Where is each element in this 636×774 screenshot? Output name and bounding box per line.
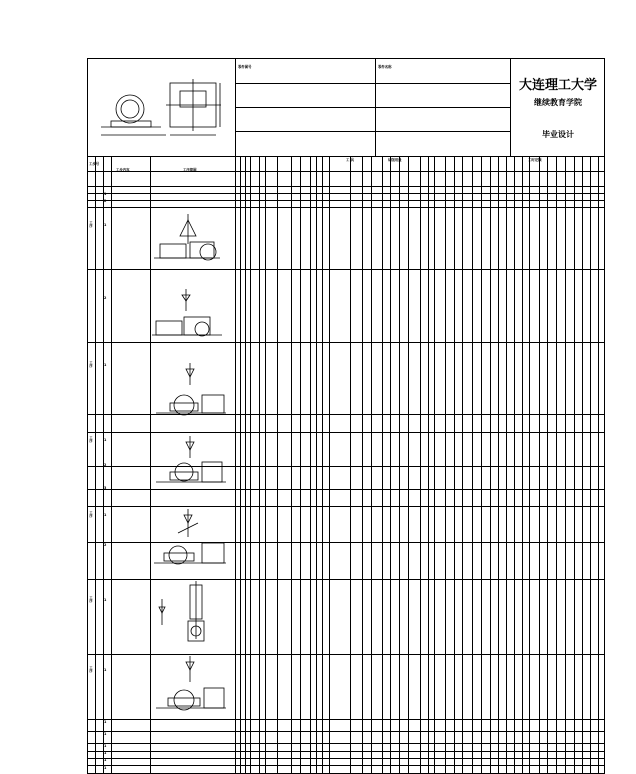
operation-label: 工序 xyxy=(89,596,93,604)
table-column-line xyxy=(277,156,278,774)
step-number: 1 xyxy=(104,668,107,672)
table-column-line xyxy=(565,156,566,774)
school-name: 继续教育学院 xyxy=(534,97,582,107)
table-column-line xyxy=(350,156,351,774)
table-row-line xyxy=(88,193,605,194)
footer-step-number: 1 xyxy=(104,720,107,724)
table-column-line xyxy=(498,156,499,774)
table-column-line xyxy=(250,156,251,774)
university-name: 大连理工大学 xyxy=(518,78,597,93)
table-column-line xyxy=(259,156,260,774)
table-column-line xyxy=(472,156,473,774)
header-row-line xyxy=(235,83,510,84)
operation-label: 工序 xyxy=(89,666,93,674)
step-number: 2 xyxy=(104,543,107,547)
operation-sketch xyxy=(150,359,230,421)
step-number: 1 xyxy=(104,223,107,227)
header-cell: 零件图号 xyxy=(238,65,252,69)
table-column-line xyxy=(399,156,400,774)
table-column-line xyxy=(111,156,112,774)
header-row-line xyxy=(235,131,510,132)
table-column-line xyxy=(481,156,482,774)
table-column-line xyxy=(362,156,363,774)
table-header-line xyxy=(88,186,605,187)
header-row-line xyxy=(235,107,510,108)
table-row-line xyxy=(88,765,605,766)
table-column-line xyxy=(434,156,435,774)
table-column-line xyxy=(382,156,383,774)
table-column-line xyxy=(265,156,266,774)
step-number: 2 xyxy=(104,463,107,467)
table-row-line xyxy=(88,719,605,720)
table-column-line xyxy=(454,156,455,774)
footer-step-number: 1 xyxy=(104,732,107,736)
table-column-line xyxy=(539,156,540,774)
table-column-line xyxy=(556,156,557,774)
table-column-line xyxy=(322,156,323,774)
header-cell: 零件名称 xyxy=(378,65,392,69)
step-number: 1 xyxy=(104,192,107,196)
table-column-line xyxy=(582,156,583,774)
process-card-sheet xyxy=(87,58,605,774)
table-column-line xyxy=(291,156,292,774)
table-row-line xyxy=(88,731,605,732)
table-column-line xyxy=(390,156,391,774)
step-number: 2 xyxy=(104,199,107,203)
operation-label: 工序 xyxy=(89,436,93,444)
col-header-cutting: 切削用量 xyxy=(388,158,402,162)
col-header-sketch: 工序简图 xyxy=(183,168,197,172)
table-row-line xyxy=(88,342,605,343)
table-column-line xyxy=(329,156,330,774)
table-row-line xyxy=(88,743,605,744)
table-column-line xyxy=(462,156,463,774)
table-row-line xyxy=(88,207,605,208)
table-column-line xyxy=(522,156,523,774)
table-column-line xyxy=(529,156,530,774)
table-row-line xyxy=(88,200,605,201)
table-column-line xyxy=(300,156,301,774)
step-number: 2 xyxy=(104,296,107,300)
table-column-line xyxy=(240,156,241,774)
table-column-line xyxy=(547,156,548,774)
table-row-line xyxy=(88,432,605,433)
step-number: 3 xyxy=(104,486,107,490)
operation-label: 工序 xyxy=(89,221,93,229)
operation-sketch xyxy=(150,654,230,718)
operation-sketch xyxy=(150,507,230,571)
step-number: 1 xyxy=(104,363,107,367)
table-row-line xyxy=(88,269,605,270)
table-column-line xyxy=(506,156,507,774)
table-column-line xyxy=(235,156,236,774)
operation-sketch xyxy=(150,579,230,651)
table-column-line xyxy=(428,156,429,774)
document-type: 毕业设计 xyxy=(542,129,574,139)
table-column-line xyxy=(490,156,491,774)
operation-sketch xyxy=(150,287,230,339)
table-column-line xyxy=(420,156,421,774)
table-column-line xyxy=(310,156,311,774)
col-header-content: 工步内容 xyxy=(116,168,130,172)
table-top-line xyxy=(88,156,605,157)
operation-sketch xyxy=(150,214,230,266)
operation-sketch xyxy=(150,434,230,494)
table-column-line xyxy=(598,156,599,774)
table-row-line xyxy=(88,758,605,759)
table-column-line xyxy=(316,156,317,774)
col-header-step: 工步号 xyxy=(89,162,100,166)
table-column-line xyxy=(590,156,591,774)
footer-step-number: 1 xyxy=(104,758,107,762)
table-column-line xyxy=(245,156,246,774)
table-column-line xyxy=(445,156,446,774)
table-column-line xyxy=(408,156,409,774)
col-header-time: 工时定额 xyxy=(528,158,542,162)
table-column-line xyxy=(574,156,575,774)
footer-step-number: 1 xyxy=(104,744,107,748)
col-header-tools: 工 具 xyxy=(346,158,354,162)
step-number: 1 xyxy=(104,438,107,442)
footer-step-number: 1 xyxy=(104,766,107,770)
table-column-line xyxy=(371,156,372,774)
table-column-line xyxy=(514,156,515,774)
footer-step-number: 1 xyxy=(104,751,107,755)
operation-label: 工序 xyxy=(89,511,93,519)
operation-label: 工序 xyxy=(89,361,93,369)
table-row-line xyxy=(88,751,605,752)
part-drawing xyxy=(96,73,231,143)
step-number: 1 xyxy=(104,513,107,517)
step-number: 1 xyxy=(104,598,107,602)
table-column-line xyxy=(95,156,96,774)
